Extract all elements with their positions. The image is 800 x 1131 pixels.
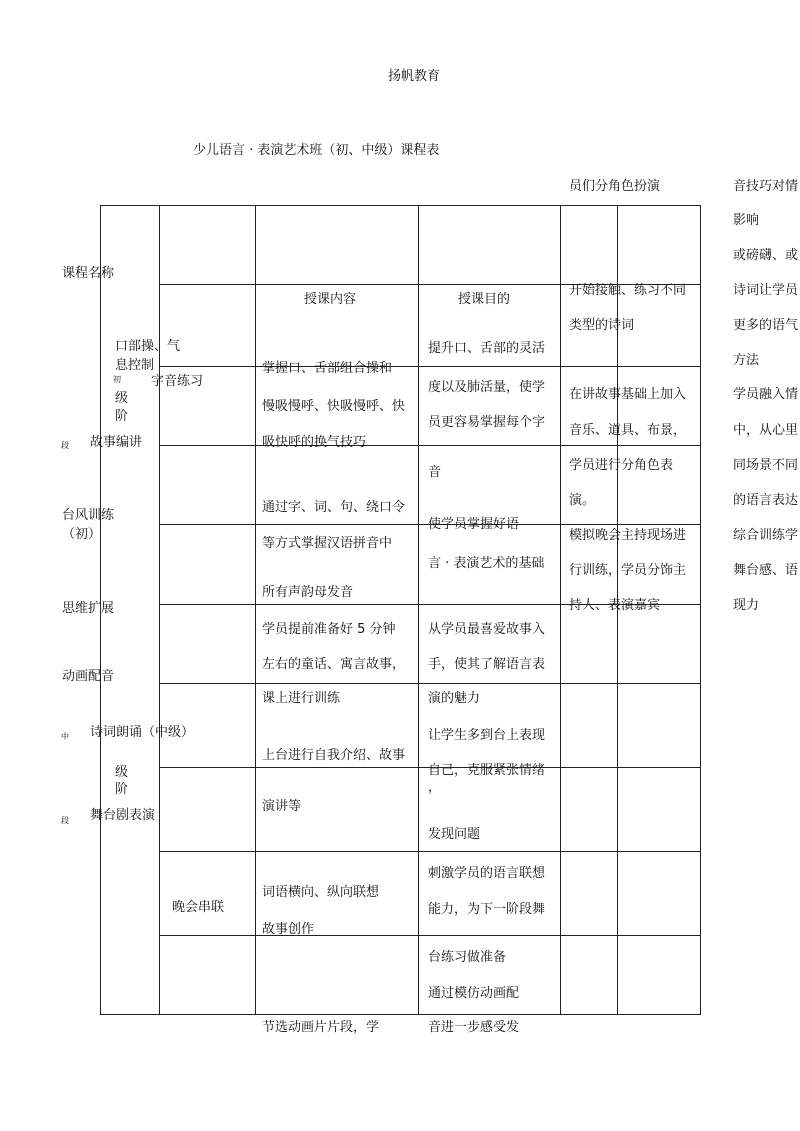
table-divider bbox=[159, 205, 160, 1014]
table-border-bottom bbox=[100, 1014, 701, 1015]
right-overflow-line: 影响 bbox=[733, 213, 760, 228]
right-overflow-line: 综合训练学 bbox=[733, 528, 799, 543]
content-line: 词语横向、纵向联想 bbox=[262, 885, 380, 900]
right-overflow-line: 学员融入情 bbox=[733, 387, 799, 402]
level-jie-1: 阶 bbox=[115, 409, 129, 424]
purpose-line: 让学生多到台上表现 bbox=[428, 728, 546, 743]
purpose-line: 音进一步感受发 bbox=[428, 1020, 520, 1035]
content-line: 演讲等 bbox=[262, 799, 302, 814]
table-border-top bbox=[100, 205, 701, 206]
content-line: 节选动画片片段，学 bbox=[262, 1020, 380, 1035]
col-five-line: 员们分角色扮演 bbox=[569, 179, 661, 194]
content-line: 掌握口、舌部组合操和 bbox=[262, 361, 393, 376]
course-kou-bu-line2: 息控制 bbox=[115, 358, 155, 373]
level-chu: 初 bbox=[113, 375, 121, 384]
course-shici: 诗词朗诵（中级） bbox=[90, 725, 195, 740]
col-five-line: 行训练，学员分饰主 bbox=[569, 563, 687, 578]
purpose-line: 通过模仿动画配 bbox=[428, 986, 520, 1001]
right-overflow-line: 更多的语气 bbox=[733, 318, 799, 333]
table-row-line bbox=[159, 851, 701, 852]
purpose-line: 发现问题 bbox=[428, 827, 481, 842]
table-divider bbox=[560, 205, 561, 1014]
level-duan-1: 段 bbox=[61, 441, 69, 450]
purpose-line: 手，使其了解语言表 bbox=[428, 657, 546, 672]
purpose-line: ， bbox=[428, 780, 442, 795]
col-five-line: 类型的诗词 bbox=[569, 318, 635, 333]
right-overflow-line: 现力 bbox=[733, 598, 760, 613]
purpose-line: 员更容易掌握每个字 bbox=[428, 415, 546, 430]
purpose-line: 从学员最喜爱故事入 bbox=[428, 622, 546, 637]
right-overflow-line: 或磅礴、或 bbox=[733, 248, 799, 263]
col-five-line: 开始接触、练习不同 bbox=[569, 283, 687, 298]
content-line: 学员提前准备好 5 分钟 bbox=[262, 622, 396, 637]
col-five-line: 持人、表演嘉宾 bbox=[569, 598, 661, 613]
course-kou-bu-line1: 口部操、气 bbox=[115, 339, 181, 354]
level-jie-2: 阶 bbox=[115, 782, 129, 797]
content-line: 通过字、词、句、绕口令 bbox=[262, 500, 406, 515]
col-five-line: 演。 bbox=[569, 493, 596, 508]
table-row-line bbox=[159, 366, 701, 367]
content-line: 左右的童话、寓言故事， bbox=[262, 657, 406, 672]
purpose-line: 刺激学员的语言联想 bbox=[428, 866, 546, 881]
right-overflow-line: 同场景不同 bbox=[733, 458, 799, 473]
content-line: 慢吸慢呼、快吸慢呼、快 bbox=[262, 399, 406, 414]
table-divider bbox=[418, 205, 419, 1014]
course-zi-yin: 字音练习 bbox=[151, 374, 204, 389]
purpose-line: 言 · 表演艺术的基础 bbox=[428, 556, 545, 571]
col-five-line: 音乐、道具、布景， bbox=[569, 423, 687, 438]
course-gushi: 故事编讲 bbox=[90, 435, 143, 450]
table-divider bbox=[255, 205, 256, 1014]
purpose-line: 自己，克服紧张情绪 bbox=[428, 763, 546, 778]
right-overflow-line: 的语言表达 bbox=[733, 493, 799, 508]
header-content: 授课内容 bbox=[304, 292, 357, 307]
purpose-line: 台练习做准备 bbox=[428, 950, 507, 965]
content-line: 所有声韵母发音 bbox=[262, 585, 354, 600]
right-overflow-line: 诗词让学员 bbox=[733, 283, 799, 298]
course-wanhui: 晚会串联 bbox=[172, 900, 225, 915]
course-donghua: 动画配音 bbox=[62, 669, 115, 684]
purpose-line: 演的魅力 bbox=[428, 691, 481, 706]
table-row-line bbox=[159, 935, 701, 936]
right-overflow-line: 音技巧对情 bbox=[733, 179, 799, 194]
col-five-line: 学员进行分角色表 bbox=[569, 458, 674, 473]
page-title: 少儿语言 · 表演艺术班（初、中级）课程表 bbox=[193, 143, 440, 158]
table-border-right bbox=[700, 205, 701, 1014]
content-line: 等方式掌握汉语拼音中 bbox=[262, 536, 393, 551]
col-five-line: 在讲故事基础上加入 bbox=[569, 387, 687, 402]
purpose-line: 音 bbox=[428, 465, 442, 480]
level-duan-2: 段 bbox=[61, 816, 69, 825]
table-row-line bbox=[159, 445, 701, 446]
table-row-line bbox=[159, 683, 701, 684]
right-overflow-line: 中，从心里 bbox=[733, 423, 799, 438]
content-line: 故事创作 bbox=[262, 922, 315, 937]
level-ji-1: 级 bbox=[115, 391, 129, 406]
org-title: 扬帆教育 bbox=[388, 69, 441, 84]
col-five-line: 模拟晚会主持现场进 bbox=[569, 528, 687, 543]
content-line: 上台进行自我介绍、故事 bbox=[262, 748, 406, 763]
course-wutai: 舞台剧表演 bbox=[90, 808, 156, 823]
level-zhong: 中 bbox=[61, 732, 69, 741]
course-taifeng-line1: 台风训练 bbox=[62, 508, 115, 523]
purpose-line: 使学员掌握好语 bbox=[428, 517, 520, 532]
course-taifeng-line2: （初） bbox=[62, 527, 102, 542]
course-siwei: 思维扩展 bbox=[62, 601, 115, 616]
content-line: 吸快呼的换气技巧 bbox=[262, 435, 367, 450]
purpose-line: 度以及肺活量，使学 bbox=[428, 380, 546, 395]
right-overflow-line: 方法 bbox=[733, 353, 760, 368]
content-line: 课上进行训练 bbox=[262, 691, 341, 706]
purpose-line: 提升口、舌部的灵活 bbox=[428, 341, 546, 356]
right-overflow-line: 舞台感、语 bbox=[733, 563, 799, 578]
level-ji-2: 级 bbox=[115, 765, 129, 780]
purpose-line: 能力，为下一阶段舞 bbox=[428, 902, 546, 917]
header-purpose: 授课目的 bbox=[458, 292, 511, 307]
course-name-label: 课程名称 bbox=[62, 266, 115, 281]
